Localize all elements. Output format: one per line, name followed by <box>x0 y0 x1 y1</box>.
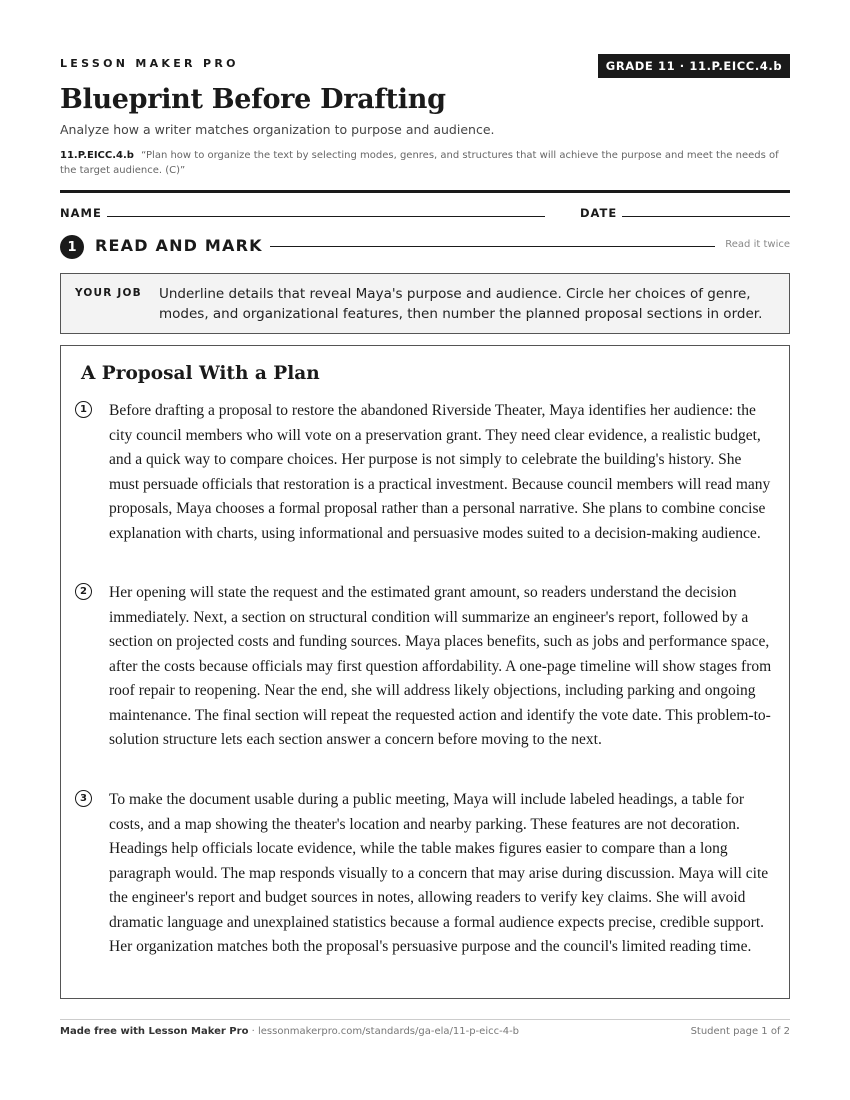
name-label: NAME <box>60 206 102 220</box>
name-field[interactable] <box>107 216 545 217</box>
footer-credit-text: Made free with Lesson Maker Pro <box>60 1026 249 1037</box>
paragraph-number: 3 <box>75 790 92 807</box>
paragraph-text[interactable]: Her opening will state the request and the estimated grant amount, so readers understand the decision immediately. Next, a section on structural condition will summarize an engineer's report, followed by a section on projected costs and funding sources. Maya places benefits, such as jobs and performance space, after the costs because officials may first question affordability. A one-page timeline will show stages from roof repair to reopening. Near the end, she will address likely objections, including parking and ongoing maintenance. The final section will repeat the requested action and identify the vote date. This problem-to-solution structure lets each section answer a concern before moving to the next. <box>109 584 772 748</box>
footer-credit <box>60 1026 519 1037</box>
passage-title: A Proposal With a Plan <box>81 363 320 384</box>
header-divider <box>60 190 790 193</box>
section-note: Read it twice <box>725 239 790 250</box>
section-title: READ AND MARK <box>95 236 263 255</box>
brand-name: LESSON MAKER PRO <box>60 57 239 70</box>
instructions-label: YOUR JOB <box>75 287 142 299</box>
page-subtitle: Analyze how a writer matches organization to purpose and audience. <box>60 122 495 137</box>
date-field[interactable] <box>622 216 790 217</box>
instructions-box <box>60 273 790 334</box>
paragraph-text[interactable]: To make the document usable during a public meeting, Maya will include labeled headings, a table for costs, and a map showing the theater's location and nearby parking. These features are not decoration. Headings help officials locate evidence, while the table makes figures easier to compare than a long paragraph would. The map responds visually to a concern that may arise during discussion. Maya will cite the engineer's report and budget sources in notes, allowing readers to verify key claims. She will avoid dramatic language and unexplained statistics because a formal audience expects precise, credible support. Her organization matches both the proposal's persuasive purpose and the council's limited reading time. <box>109 791 769 955</box>
section-divider <box>270 246 715 247</box>
standard-code: 11.P.EICC.4.b <box>60 150 134 161</box>
paragraph-text[interactable]: Before drafting a proposal to restore the abandoned Riverside Theater, Maya identifies her audience: the city council members who will vote on a preservation grant. They need clear evidence, a realistic budget, and a quick way to compare choices. Her purpose is not simply to celebrate the building's history. She must persuade officials that restoration is a practical investment. Because council members will read many proposals, Maya chooses a formal proposal rather than a personal narrative. She plans to combine concise explanation with charts, using informational and persuasive modes suited to a decision-making audience. <box>109 402 771 542</box>
paragraph-number: 2 <box>75 583 92 600</box>
standard-text: “Plan how to organize the text by selecting modes, genres, and structures that will achieve the purpose and meet the needs of the target audience. (C)” <box>60 150 779 176</box>
instructions-text: Underline details that reveal Maya's purpose and audience. Circle her choices of genre, modes, and organizational features, then number the planned proposal sections in order. <box>159 286 763 322</box>
footer-divider <box>60 1019 790 1020</box>
date-label: DATE <box>580 206 618 220</box>
standard-statement <box>60 148 790 178</box>
section-number-badge: 1 <box>60 235 84 259</box>
grade-badge: GRADE 11 · 11.P.EICC.4.b <box>598 54 790 78</box>
paragraph-number: 1 <box>75 401 92 418</box>
page-title: Blueprint Before Drafting <box>60 84 446 115</box>
reading-passage <box>60 345 790 999</box>
page-indicator: Student page 1 of 2 <box>690 1026 790 1037</box>
footer-url[interactable]: · lessonmakerpro.com/standards/ga-ela/11-p-eicc-4-b <box>248 1026 520 1037</box>
